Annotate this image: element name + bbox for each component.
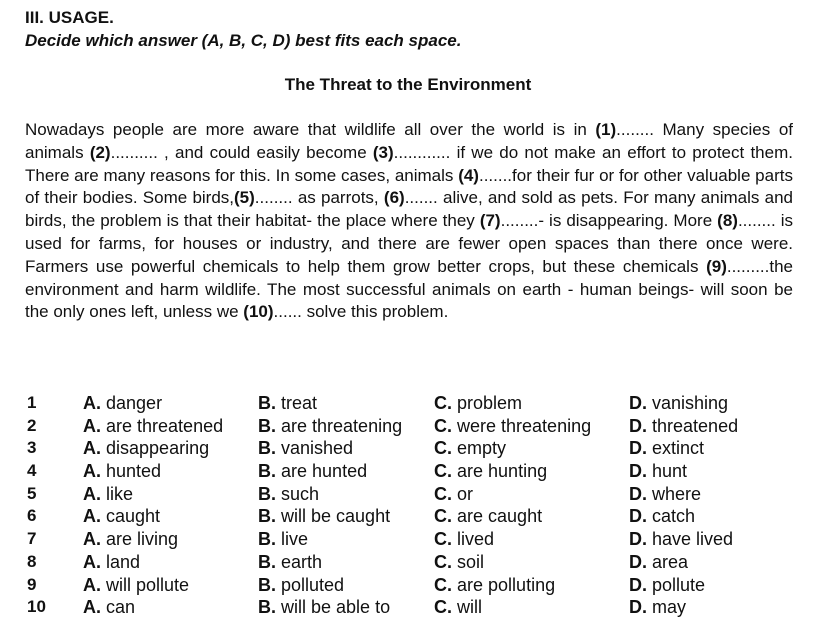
gap-number: (9) [706,256,727,276]
question-number: 6 [27,506,37,526]
option-letter: D. [629,551,647,572]
option-c [434,528,494,551]
option-text: vanished [281,438,354,459]
option-a [83,528,178,551]
option-text: will pollute [106,574,190,595]
gap-number: (7) [479,211,501,231]
option-a [83,460,161,483]
option-letter: B. [258,506,276,527]
option-letter: D. [629,574,647,595]
option-c [434,596,482,619]
option-text: may [652,597,687,618]
option-d [629,574,705,597]
option-text: such [281,483,320,504]
option-letter: A. [83,483,101,504]
option-c [434,392,522,415]
option-letter: A. [83,597,101,618]
question-number: 10 [27,597,46,617]
option-letter: D. [629,461,647,482]
option-row [25,574,795,597]
passage-text: ...... solve this problem. [273,302,449,322]
option-letter: C. [434,483,452,504]
passage-text: ....... alive, and sold as pets. For many animals and birds, the problem is that their habitat- the place where they [25,188,793,231]
option-row [25,437,795,460]
passage-text: ........ is used for farms, for houses or industry, and there are fewer open spaces than there once were. Farmers use powerful chemicals to help them grow better crops, but these chemicals [25,211,794,276]
gap-number: (2) [89,142,111,162]
option-text: where [652,483,702,504]
option-row [25,415,795,438]
option-b [258,460,367,483]
option-text: vanishing [652,393,729,413]
option-text: danger [106,393,163,413]
question-number: 9 [27,574,37,594]
option-letter: C. [434,415,452,436]
gap-number: (3) [372,142,394,162]
option-letter: B. [258,438,276,459]
options-table [25,392,795,619]
gap-number: (8) [717,211,738,231]
option-text: will be able to [281,597,391,618]
option-row [25,483,795,506]
option-c [434,415,591,438]
option-d [629,483,701,506]
option-d [629,392,728,415]
option-text: hunt [652,461,688,482]
option-text: problem [457,393,523,413]
option-text: lived [457,529,495,550]
option-letter: D. [629,506,647,527]
passage-text: .........the environment and harm wildlife. The most successful animals on earth - human beings- will soon be the only ones left, unless we [25,256,793,322]
option-text: have lived [652,529,734,550]
option-letter: A. [83,415,101,436]
option-a [83,483,133,506]
option-b [258,528,308,551]
option-letter: A. [83,438,101,459]
question-number: 3 [27,438,37,458]
option-letter: B. [258,597,276,618]
question-number: 5 [27,483,37,503]
option-text: empty [457,438,507,459]
question-number: 8 [27,551,37,571]
option-text: disappearing [106,438,210,459]
option-c [434,460,547,483]
option-c [434,437,506,460]
option-row [25,505,795,528]
option-letter: B. [258,483,276,504]
option-letter: C. [434,506,452,527]
option-text: were threatening [457,415,592,436]
option-letter: A. [83,393,101,413]
section-title: III. USAGE. [25,8,114,27]
option-letter: D. [629,483,647,504]
option-text: are caught [457,506,543,527]
option-text: catch [652,506,696,527]
option-d [629,505,695,528]
option-text: or [457,483,474,504]
passage-text: ........ Many species of animals [25,120,793,162]
gap-number: (5) [234,188,255,208]
option-a [83,415,223,438]
option-d [629,437,704,460]
option-letter: C. [434,438,452,459]
option-row [25,551,795,574]
option-letter: B. [258,415,276,436]
option-text: pollute [652,574,706,595]
passage-text: ............ if we do not make an effort to protect them. There are many reasons for this. In some cases, animals [25,142,793,185]
gap-number: (1) [595,120,617,139]
option-text: are threatened [106,415,224,436]
option-text: area [652,551,689,572]
option-d [629,528,733,551]
option-text: are hunting [457,461,548,482]
option-row [25,596,795,619]
option-a [83,551,140,574]
option-text: are threatening [281,415,403,436]
option-letter: D. [629,529,647,550]
option-letter: A. [83,506,101,527]
passage-text: .......... , and could easily become [110,142,373,162]
option-a [83,505,160,528]
option-a [83,574,189,597]
option-letter: C. [434,529,452,550]
passage-text: ........- is disappearing. More [500,211,718,231]
option-a [83,437,209,460]
option-text: soil [457,551,485,572]
option-text: live [281,529,309,550]
option-letter: D. [629,393,647,413]
instruction-text: Decide which answer (A, B, C, D) best fits each space. [25,31,462,50]
option-text: land [106,551,141,572]
option-letter: B. [258,551,276,572]
option-letter: D. [629,597,647,618]
option-b [258,483,319,506]
option-text: extinct [652,438,705,459]
passage-text: ........ as parrots, [254,188,384,208]
option-a [83,596,135,619]
option-text: will [457,597,483,618]
option-letter: A. [83,461,101,482]
option-d [629,596,686,619]
option-b [258,392,317,415]
gap-number: (10) [243,302,274,322]
passage-paragraph [25,119,793,324]
option-letter: B. [258,529,276,550]
option-c [434,505,542,528]
option-text: are polluting [457,574,556,595]
option-letter: B. [258,574,276,595]
passage-text: .......for their fur or for other valuable parts of their bodies. Some birds, [25,165,793,208]
option-letter: C. [434,393,452,413]
option-a [83,392,162,415]
option-text: will be caught [281,506,391,527]
option-text: are living [106,529,179,550]
option-row [25,392,795,415]
option-text: caught [106,506,161,527]
option-text: like [106,483,134,504]
option-text: treat [281,393,318,413]
option-letter: B. [258,461,276,482]
option-d [629,415,738,438]
gap-number: (6) [383,188,405,208]
option-text: threatened [652,415,739,436]
option-c [434,551,484,574]
option-letter: B. [258,393,276,413]
option-b [258,437,353,460]
option-row [25,528,795,551]
option-c [434,483,473,506]
option-text: hunted [106,461,162,482]
story-title: The Threat to the Environment [284,75,532,94]
option-b [258,551,322,574]
option-letter: D. [629,438,647,459]
passage-text: Nowadays people are more aware that wildlife all over the world is in [25,120,596,139]
option-text: earth [281,551,323,572]
option-letter: A. [83,529,101,550]
question-number: 2 [27,415,37,435]
question-number: 4 [27,461,37,481]
option-letter: A. [83,574,101,595]
question-number: 1 [27,393,37,412]
option-c [434,574,555,597]
option-letter: C. [434,597,452,618]
question-number: 7 [27,529,37,549]
option-row [25,460,795,483]
option-letter: C. [434,551,452,572]
option-letter: C. [434,574,452,595]
option-letter: C. [434,461,452,482]
option-letter: D. [629,415,647,436]
option-d [629,460,687,483]
option-b [258,596,390,619]
option-b [258,574,344,597]
gap-number: (4) [458,165,479,185]
option-b [258,415,402,438]
option-text: can [106,597,136,618]
option-d [629,551,688,574]
option-b [258,505,390,528]
option-text: are hunted [281,461,368,482]
passage [25,119,793,324]
option-letter: A. [83,551,101,572]
option-text: polluted [281,574,345,595]
